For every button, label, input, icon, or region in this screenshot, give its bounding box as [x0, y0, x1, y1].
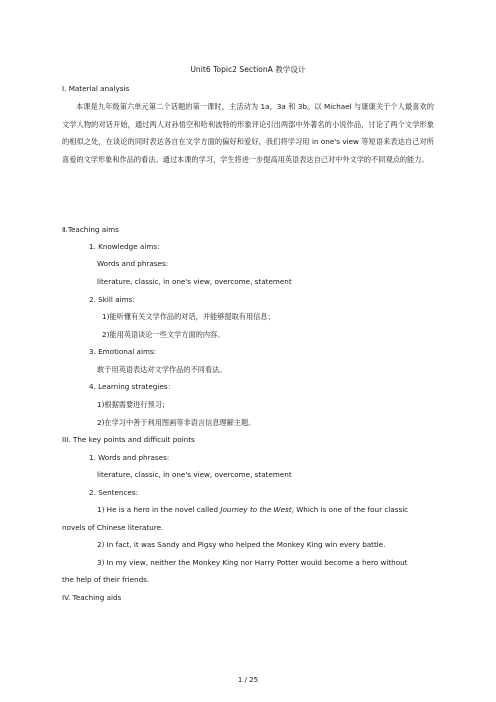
section-heading-material-analysis: Ⅰ. Material analysis — [62, 84, 130, 93]
knowledge-aims-heading: 1. Knowledge aims： — [89, 242, 165, 251]
knowledge-word-list: literature, classic, in one's view, overcome, statement — [97, 277, 292, 286]
section-heading-teaching-aids: IV. Teaching aids — [62, 593, 122, 602]
sentence-3: 3) In my view, neither the Monkey King nor Harry Potter would become a hero without — [97, 558, 408, 567]
skill-aim-1: 1)能听懂有关文学作品的对话，并能够提取有用信息； — [102, 312, 275, 321]
sentence-1-continuation: novels of Chinese literature. — [62, 523, 164, 532]
learning-strategies-heading: 4. Learning strategies： — [89, 382, 175, 391]
key-word-list: literature, classic, in one's view, overcome, statement — [97, 470, 292, 479]
section-heading-key-points: III. The key points and difficult points — [62, 435, 195, 444]
sentence-3-continuation: the help of their friends. — [62, 575, 150, 584]
words-phrases-label: Words and phrases: — [97, 259, 169, 268]
section-heading-teaching-aims: Ⅱ.Teaching aims — [62, 225, 119, 234]
emotional-aim-1: 敢于用英语表达对文学作品的不同看法。 — [97, 365, 227, 374]
key-words-heading: 1. Words and phrases: — [89, 453, 170, 462]
sentence-1-novel-title: Journey to the West — [220, 505, 292, 514]
learning-strategy-2: 2)在学习中善于利用图画等非语言信息理解主题。 — [97, 418, 256, 427]
page-number: 1 / 25 — [237, 676, 259, 684]
emotional-aims-heading: 3. Emotional aims: — [89, 347, 157, 356]
material-analysis-paragraph: 本课是九年级第六单元第二个话题的第一课时，主活动为 1a，3a 和 3b。以 Michael 与康康关于个人最喜欢的文学人物的对话开始，通过两人对孙悟空和哈利波特的形象评论引出两部中外著名的小说作品，讨论了两个文学形象的相似之处，在谈论的同时表达各自在文学方面的偏好和爱好，我们将学习用 in one's view 等短语来表达自己对所喜爱的文学形象和作品的看法。通过本课的学习，学生将进一步提高用英语表达自己对中外文学的不同观点的能力。 — [62, 102, 434, 164]
document-title: Unit6 Topic2 SectionA 教学设计 — [190, 65, 306, 74]
learning-strategy-1: 1)根据需要进行预习； — [97, 400, 170, 409]
sentences-heading: 2. Sentences: — [89, 488, 139, 497]
skill-aims-heading: 2. Skill aims: — [89, 295, 135, 304]
sentence-1 — [97, 505, 408, 515]
skill-aim-2: 2)能用英语谈论一些文学方面的内容。 — [102, 330, 225, 339]
sentence-2: 2) In fact, it was Sandy and Pigsy who helped the Monkey King win every battle. — [97, 540, 386, 549]
sentence-1-part-a: 1) He is a hero in the novel called — [97, 505, 221, 514]
sentence-1-part-b: , Which is one of the four classic — [291, 505, 409, 514]
